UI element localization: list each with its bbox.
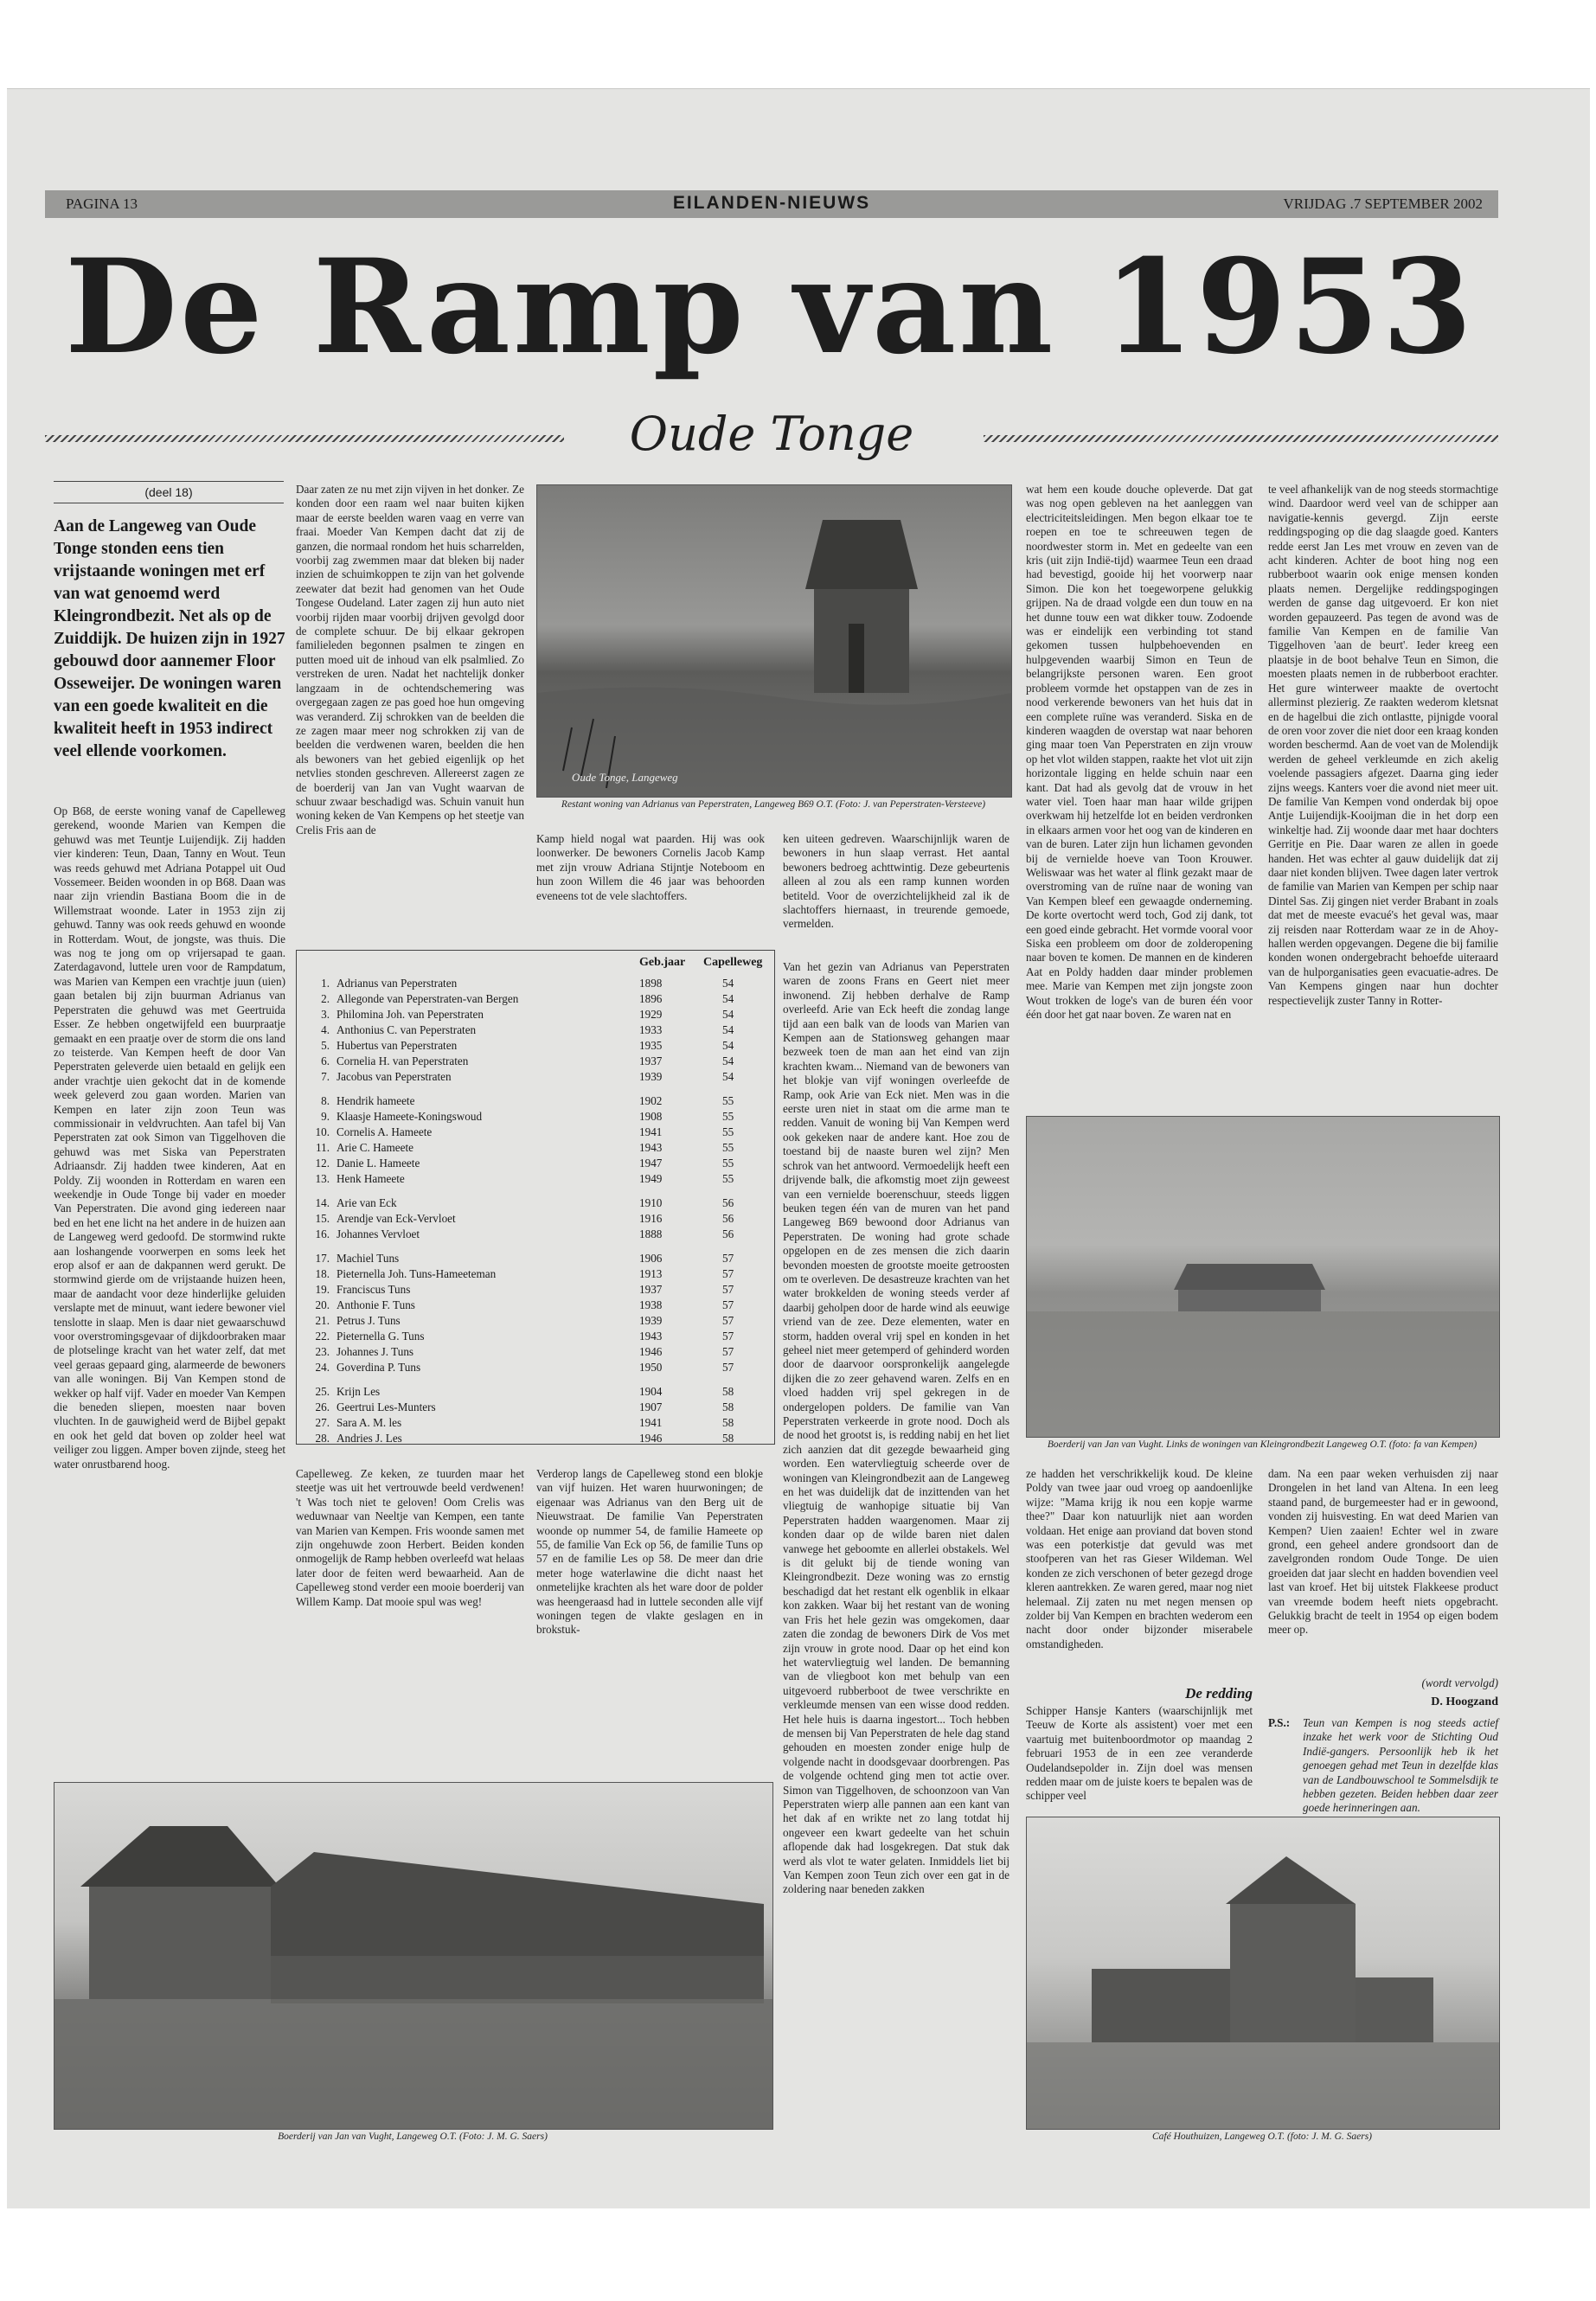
table-cell: 1908 — [639, 1110, 663, 1123]
table-row — [305, 1283, 764, 1296]
table-row — [305, 1385, 764, 1398]
table-row — [305, 1157, 764, 1170]
table-cell: 1929 — [639, 1008, 663, 1021]
continued-note: (wordt vervolgd) — [1421, 1676, 1498, 1689]
table-cell: Goverdina P. Tuns — [337, 1361, 421, 1374]
table-row — [305, 977, 764, 990]
table-cell: 20. — [315, 1298, 330, 1311]
table-cell: 1949 — [639, 1172, 663, 1185]
table-cell: 1902 — [639, 1094, 663, 1107]
column-5b: ze hadden het verschrikkelijk koud. De kleine Poldy van twee jaar oud vroeg op aandoenlijke wijze: "Mama krijg ik nou een kopje warme thee?" Daar kon natuurlijk niet aan worden voldaan. Het enige aan proviand dat boven stond was een poterkistje dat gevuld was met stoofperen van het ras Gieser Wildeman. Wel konden ze zich verschonen of beter gezegd droge kleren aantrekken. Ze waren gered, maar nog niet helemaal. Zij zaten nu met negen mensen op zolder bij Van Kempen en brachten wederom een nacht door onder bijzonder miserabele omstandigheden. — [1026, 1467, 1253, 1650]
table-cell: 54 — [722, 1070, 734, 1083]
table-cell: 24. — [315, 1361, 330, 1374]
table-cell: 1898 — [639, 977, 663, 990]
table-row — [305, 1054, 764, 1067]
table-cell: Arie C. Hameete — [337, 1141, 413, 1154]
table-cell: 57 — [722, 1330, 734, 1343]
table-row — [305, 1298, 764, 1311]
subtitle: Oude Tonge — [629, 407, 914, 461]
table-row — [305, 992, 764, 1005]
table-cell: 8. — [321, 1094, 330, 1107]
table-cell: 1907 — [639, 1400, 663, 1413]
table-cell: 1888 — [639, 1227, 663, 1240]
column-6b: dam. Na een paar weken verhuisden zij naar Drongelen in het land van Altena. In een leeg staand pand, de burgemeester had er in gewoond, vonden zij huisvesting. En wat deed Marien van Kempen? Uien zaaien! Echter wel in zware grond, een geheel andere grondsoort dan de zavelgronden rondom Oude Tonge. De uien groeiden dat jaar slecht en hadden bovendien veel last van kroef. Het bij uitstek Flakkeese product van vreemde bodem heeft niets opgebracht. Gelukkig bracht de teelt in 1954 op eigen bodem meer op. — [1268, 1467, 1498, 1637]
table-row — [305, 1252, 764, 1265]
table-cell: Hubertus van Peperstraten — [337, 1039, 458, 1052]
table-cell: 1937 — [639, 1054, 663, 1067]
table-cell: 1935 — [639, 1039, 663, 1052]
table-row — [305, 1039, 764, 1052]
page-title: De Ramp van 1953 — [65, 231, 1475, 383]
table-cell: 55 — [722, 1094, 734, 1107]
table-cell: 28. — [315, 1432, 330, 1445]
table-row — [305, 1008, 764, 1021]
table-cell: Allegonde van Peperstraten-van Bergen — [337, 992, 519, 1005]
table-cell: 1946 — [639, 1345, 663, 1358]
ps-label: P.S.: — [1268, 1716, 1291, 1729]
table-row — [305, 1070, 764, 1083]
table-cell: 21. — [315, 1314, 330, 1327]
farmhouse-illustration — [54, 1783, 772, 2129]
table-cell: 11. — [316, 1141, 330, 1154]
table-cell: 1910 — [639, 1196, 663, 1209]
cafe-illustration — [1027, 1817, 1499, 2129]
table-cell: 54 — [722, 992, 734, 1005]
photo-caption: Boerderij van Jan van Vught. Links de woningen van Kleingrondbezit Langeweg O.T. (foto: fa van Kempen) — [1047, 1439, 1477, 1450]
table-cell: 54 — [722, 1039, 734, 1052]
table-cell: Geertrui Les-Munters — [337, 1400, 436, 1413]
table-cell: 12. — [315, 1157, 330, 1170]
table-cell: 1913 — [639, 1267, 663, 1280]
table-cell: 1946 — [639, 1432, 663, 1445]
table-cell: 57 — [722, 1345, 734, 1358]
table-cell: 7. — [321, 1070, 330, 1083]
table-header-address: Capelleweg — [703, 956, 763, 969]
table-cell: 57 — [722, 1314, 734, 1327]
table-cell: 10. — [315, 1125, 330, 1138]
table-cell: 1906 — [639, 1252, 663, 1265]
table-cell: 1941 — [639, 1416, 663, 1429]
photo-cafe — [1026, 1817, 1500, 2130]
table-cell: Arie van Eck — [337, 1196, 397, 1209]
table-cell: 1947 — [639, 1157, 663, 1170]
table-cell: 13. — [315, 1172, 330, 1185]
table-cell: Sara A. M. les — [337, 1416, 402, 1429]
table-cell: Klaasje Hameete-Koningswoud — [337, 1110, 483, 1123]
photo-caption: Restant woning van Adrianus van Peperstraten, Langeweg B69 O.T. (Foto: J. van Peperstraten-Versteeve) — [561, 799, 986, 810]
table-cell: 54 — [722, 1008, 734, 1021]
table-row — [305, 1432, 764, 1445]
table-row — [305, 1125, 764, 1138]
table-cell: 57 — [722, 1283, 734, 1296]
table-row — [305, 1400, 764, 1413]
table-cell: 1950 — [639, 1361, 663, 1374]
table-cell: 23. — [315, 1345, 330, 1358]
table-cell: 58 — [722, 1416, 734, 1429]
table-cell: 55 — [722, 1141, 734, 1154]
column-2c: Capelleweg. Ze keken, ze tuurden maar het steetje was uit het vertrouwde beeld verdwenen! 't Was toch niet te geloven! Oom Crelis was weduwnaar van Neeltje van Kempen, een tante van Marien van Kempen. Fris woonde samen met zijn ongehuwde zoon Herbert. Beiden konden onmogelijk de Ramp hebben overleefd wat helaas later door de feiten werd bewaarheid. Aan de Capelleweg stond verder een mooie boerderij van Willem Kamp. Dat mooie spul was weg! — [296, 1467, 524, 1608]
table-row — [305, 1314, 764, 1327]
table-cell: Arendje van Eck-Vervloet — [337, 1212, 456, 1225]
vervolgd-row — [1268, 1676, 1498, 1690]
column-5c: Schipper Hansje Kanters (waarschijnlijk met Teeuw de Korte als assistent) voer met een vaartuig met buitenboordmotor op maandag 2 februari 1953 de in een zee veranderde Oudelandsepolder in. Zijn doel was mensen redden maar om de juiste koers te bepalen was de schipper veel — [1026, 1704, 1253, 1803]
table-cell: 5. — [321, 1039, 330, 1052]
photo-farmhouse — [54, 1782, 773, 2130]
table-cell: 1904 — [639, 1385, 663, 1398]
issue-date: VRIJDAG .7 SEPTEMBER 2002 — [1283, 195, 1483, 212]
table-cell: 22. — [315, 1330, 330, 1343]
section-heading: De redding — [1185, 1685, 1253, 1702]
table-cell: 14. — [315, 1196, 330, 1209]
intro-text: Aan de Langeweg van Oude Tonge stonden eens tien vrijstaande woningen met erf van wat genoemd werd Kleingrondbezit. Net als op de Zuiddijk. De huizen zijn in 1927 gebouwd door aannemer Floor Osseweijer. De woningen waren van een goede kwaliteit en die kwaliteit heeft in 1953 indirect veel ellende voorkomen. — [54, 517, 285, 760]
table-cell: 17. — [315, 1252, 330, 1265]
column-3c: Verderop langs de Capelleweg stond een blokje van vijf huizen. Het waren huurwoningen; de eigenaar was Adrianus van den Berg uit de Nieuwstraat. De familie Van Peperstraten woonde op nummer 54, de familie Hameete op 55, de familie Van Eck op 56, de familie Tuns op 57 en de familie Les op 58. De meer dan drie meter hoge waterlawine die dicht naast het onmetelijke krachten als het ware door de polder was heengeraasd had in luttele seconden alle vijf woningen tegen de vlakte geslagen en in brokstuk- — [536, 1467, 763, 1637]
table-row — [305, 1267, 764, 1280]
table-cell: Pieternella Joh. Tuns-Hameeteman — [337, 1267, 497, 1280]
table-cell: 6. — [321, 1054, 330, 1067]
table-row — [305, 1196, 764, 1209]
table-cell: Krijn Les — [337, 1385, 381, 1398]
table-cell: 56 — [722, 1196, 734, 1209]
table-cell: 55 — [722, 1125, 734, 1138]
photo-label: Oude Tonge, Langeweg — [572, 771, 678, 784]
table-cell: Petrus J. Tuns — [337, 1314, 401, 1327]
victims-table — [296, 950, 775, 1445]
table-cell: 1933 — [639, 1023, 663, 1036]
column-3b: ken uiteen gedreven. Waarschijnlijk waren de bewoners in hun slaap verrast. Het aantal bewoners bedroeg achttwintig. Deze gebeurtenis alleen al zou als een ramp kunnen worden betiteld. Voor de overzichtelijkheid zal ik de slachtoffers hiernaast, in treurende gemoede, vermelden. — [783, 832, 1010, 931]
farm-illustration — [1027, 1117, 1499, 1437]
table-cell: 58 — [722, 1432, 734, 1445]
table-cell: 15. — [315, 1212, 330, 1225]
table-cell: Anthonius C. van Peperstraten — [337, 1023, 477, 1036]
table-cell: 56 — [722, 1227, 734, 1240]
masthead: EILANDEN-NIEUWS — [672, 193, 871, 213]
table-cell: Cornelis A. Hameete — [337, 1125, 433, 1138]
table-cell: 25. — [315, 1385, 330, 1398]
table-row — [305, 1110, 764, 1123]
photo-caption: Boerderij van Jan van Vught, Langeweg O.T. (Foto: J. M. G. Saers) — [278, 2131, 548, 2142]
table-header-year: Geb.jaar — [639, 956, 686, 969]
table-cell: 26. — [315, 1400, 330, 1413]
table-row — [305, 1361, 764, 1374]
table-cell: 58 — [722, 1400, 734, 1413]
table-cell: Johannes J. Tuns — [337, 1345, 414, 1358]
table-cell: Franciscus Tuns — [337, 1283, 411, 1296]
ps-text: Teun van Kempen is nog steeds actief inzake het werk voor de Stichting Oud Indië-gangers. Persoonlijk heb ik het genoegen gehad met Teun in dezelfde klas van de Landbouwschool te Sommelsdijk te hebben gezeten. Beiden hebben daar zeer goede herinneringen aan. — [1303, 1716, 1498, 1815]
table-row — [305, 1141, 764, 1154]
table-cell: 54 — [722, 977, 734, 990]
table-cell: 57 — [722, 1361, 734, 1374]
table-cell: 1943 — [639, 1330, 663, 1343]
table-cell: 54 — [722, 1023, 734, 1036]
part-label: (deel 18) — [54, 481, 284, 503]
table-row — [305, 1345, 764, 1358]
table-row — [305, 1227, 764, 1240]
table-cell: 16. — [315, 1227, 330, 1240]
photo-caption: Café Houthuizen, Langeweg O.T. (foto: J. M. G. Saers) — [1151, 2131, 1373, 2142]
author: D. Hoogzand — [1431, 1695, 1498, 1708]
photo-farm-flood — [1026, 1116, 1500, 1438]
table-cell: 1938 — [639, 1298, 663, 1311]
table-row — [305, 1023, 764, 1036]
photo-flooded-house — [536, 484, 1012, 798]
table-cell: 1. — [321, 977, 330, 990]
table-cell: 1939 — [639, 1314, 663, 1327]
column-6: te veel afhankelijk van de nog steeds stormachtige wind. Daardoor werd veel van de schipper aan navigatie-kennis gevergd. Zijn eerste reddingspoging op die dag slaagde goed. Kanters redde eerst Jan Les met vrouw en zeven van de acht kinderen. Achter de boot hing nog een rubberboot waarin ook enige mensen konden plaats nemen. Dergelijke reddingspogingen werden de ganse dag uitgevoerd. Er kon niet worden gepauzeerd. Pas tegen de avond was de familie Van Kempen en de familie Van Tiggelhoven 'aan de beurt'. Ieder kreeg een plaatsje in de boot behalve Teun en Simon, die moesten plaats nemen in de rubberboot erachter. Het gure winterweer maakte de overtocht allerminst plezierig. Ze raakten wederom kletsnat en de hagelbui die zich ontlastte, pijnigde vooral de oren voor zover die niet door een kraag konden worden beschermd. Aan de voet van de Molendijk werden de geheel verkleumde en zich akelig voelende passagiers afgezet. Daarna ging ieder zijns weegs. Kanters voer die avond niet meer uit. De familie Van Kempen vond onderdak bij opoe Antje Luijendijk-Kooijman die in het dorp een winkeltje had. Zij woonde daar met haar dochters Gerritje en Pie. Daar waren ze allen in goede handen. Het was echter al gauw duidelijk dat zij daar niet konden blijven. Twee dagen later vertrok de familie van Marien van Kempen per schip naar Dintel Sas. Zij gingen niet verder Brabant in zoals dat met de meeste evacué's het geval was, maar zij reisden naar Rotterdam waar ze in de Ahoy-hallen werden opgevangen. Degene die bij familie konden wonen ondergebracht behoefde uiteraard van de hulporganisaties geen evacuatie-adres. De Van Kempens gingen naar hun dochter respectievelijk zuster Tanny in Rotter- — [1268, 483, 1498, 1007]
column-2: Daar zaten ze nu met zijn vijven in het donker. Ze konden door een raam wel naar buiten kijken maar de eerste beelden waren vaag en verre van fraai. Moeder Van Kempen dacht dat zij de ganzen, die normaal rondom het huis scharrelden, voorbij zag zwemmen maar dat bleken bij nader inzien de schuimkoppen te zijn van het golvende zeewater dat bezit had genomen van het Oude Tongese Oudeland. Later zagen zij hun auto niet voorbij rijden maar voorbij drijven gevolgd door de complete schuur. De bij elkaar gekropen familieleden begonnen psalmen te zingen en putten moed uit de inhoud van elk psalmlied. Zo verstreken de uren. Nadat het nachtelijk donker langzaam in de ochtendschemering was overgegaan zagen ze pas goed hoe hun omgeving was veranderd. Zij schrokken van de beelden die ze zagen maar meer nog schrokken zij van de beelden die verdwenen waren, beelden die hen als bewoners van het gebied eigenlijk op het netvlies stonden geschreven. Allereerst zagen ze de boerderij van Jan van Vught waarvan de schuur zwaar beschadigd was. Schuin vanuit hun woning keken de Van Kempens op het steetje van Crelis Fris aan de — [296, 483, 524, 836]
header-bar — [45, 190, 1498, 218]
table-cell: Machiel Tuns — [337, 1252, 400, 1265]
page-number: PAGINA 13 — [66, 195, 138, 212]
table-row — [305, 1330, 764, 1343]
table-cell: 55 — [722, 1110, 734, 1123]
table-cell: Philomina Joh. van Peperstraten — [337, 1008, 484, 1021]
table-cell: 2. — [321, 992, 330, 1005]
table-cell: Jacobus van Peperstraten — [337, 1070, 452, 1083]
table-cell: Andries J. Les — [337, 1432, 402, 1445]
table-row — [305, 1416, 764, 1429]
table-cell: 57 — [722, 1252, 734, 1265]
table-cell: 57 — [722, 1267, 734, 1280]
column-2b: Kamp hield nogal wat paarden. Hij was ook loonwerker. De bewoners Cornelis Jacob Kamp met zijn vrouw Adriana Stijntje Noteboom en hun zoon Willem die 46 jaar was behoorden eveneens tot de vele slachtoffers. — [536, 832, 765, 902]
table-cell: Danie L. Hameete — [337, 1157, 420, 1170]
house-ruin-illustration — [537, 485, 1011, 797]
table-cell: 57 — [722, 1298, 734, 1311]
table-row — [305, 1172, 764, 1185]
table-cell: 1896 — [639, 992, 663, 1005]
table-cell: 56 — [722, 1212, 734, 1225]
table-cell: Adrianus van Peperstraten — [337, 977, 458, 990]
table-cell: Pieternella G. Tuns — [337, 1330, 425, 1343]
table-cell: 27. — [315, 1416, 330, 1429]
table-row — [305, 1212, 764, 1225]
table-cell: 18. — [315, 1267, 330, 1280]
column-4: Van het gezin van Adrianus van Peperstraten waren de zoons Frans en Geert niet meer inwonend. Zij hebben derhalve de Ramp overleefd. Arie van Eck heeft die zondag lange tijd aan een balk van de loods van Marien van Kempen aan de Stationsweg gehangen maar bezweek toen de man aan het eind van zijn krachten kwam... Niemand van de bewoners van het blokje van vijf woningen overleefde de Ramp, ook Arie van Eck niet. Men was in die eerste uren niet in staat om die arme man te redden. Vanuit de woning bij Van Kempen werd ook gekeken naar de andere kant. Hoe zou de toestand bij de naaste buren wel zijn? Men schrok van het antwoord. Vermoedelijk heeft een drijvende balk, die afkomstig moet zijn geweest van een vernielde boerenschuur, steeds liggen beuken tegen één van de muren van het pand Langeweg B69 bewoond door Adrianus van Peperstraten. De woning had grote schade opgelopen en de zes mensen die zich daarin bevonden moesten de grootste moeite getroosten om te overleven. De desastreuze krachten van het water brokkelden de woning steeds verder af daarbij geholpen door de harde wind als eeuwige vriend van de zee. Deze elementen, water en storm, hadden overal vrij spel en konden in het geheel niet meer getemperd of gehinderd worden door de daarvoor oorspronkelijk aangelegde dijken die zo zeer gehavend waren. Zelfs en en vloed hadden vrij spel gekregen in de ondergelopen polders. De familie van Van Peperstraten verkeerde in grote nood. Doch als de nood het grootst is, is redding nabij en het liet zich aanzien dat dit gezegde bewaarheid ging worden. Een watervliegtuig scheerde over de woningen van Kleingrondbezit aan de Langeweg en het was duidelijk dat de inzittenden van het vliegtuig de wanhopige situatie bij Van Peperstraten hadden waargenomen. Maar zij konden daar op de wilde baren niet dalen vanwege het geboomte en allerlei obstakels. Wel is dit gelukt bij de tiende woning van Kleingrondbezit. Deze woning was zo ernstig beschadigd dat het restant elk ogenblik in elkaar kon zakken. Waar bij het restant van de woning van Fris het hele gezin was omgekomen, daar zaten die zondag de bewoners Dirk de Vos met zijn vrouw in grote nood. Daar op het eind kon het watervliegtuig wel landen. De bemanning van de vliegboot kon met behulp van een uitgevoerd rubberboot de twee verschrikte en verkleumde mensen van een wisse dood redden. Het hele huis is daarna ingestort... Toch hebben de mensen bij Van Peperstraten de hele dag stand gehouden en moesten zonder enige hulp de volgende nacht in doodsgevaar doorbrengen. Pas de volgende ochtend ging men tot actie over. Simon van Tiggelhoven, de schoonzoon van Van Peperstraten wierp alle pannen aan een kant van het dak af en wrikte net zo lang totdat hij ongeveer een kwart gedeelte van het schuin aflopende dak had losgekregen. Dat stuk dak werd als vlot te water gelaten. Inmiddels liet bij Van Kempen zoon Teun zich over een gat in de zoldering naar beneden zakken — [783, 960, 1010, 1896]
table-cell: 3. — [321, 1008, 330, 1021]
table-cell: Anthonie F. Tuns — [337, 1298, 415, 1311]
table-cell: Henk Hameete — [337, 1172, 405, 1185]
table-cell: 9. — [321, 1110, 330, 1123]
table-cell: 1941 — [639, 1125, 663, 1138]
table-cell: 1916 — [639, 1212, 663, 1225]
column-5: wat hem een koude douche opleverde. Dat gat was nog open gebleven na het aanleggen van electriciteitsleidingen. Men begon elkaar toe te roepen en toe te schreeuwen tegen de noordwester storm in. Met en gedeelte van een kris (uit zijn Indië-tijd) waarmee Teun een draad had bevestigd, gooide hij het voorwerp naar Simon. Die kon het toegeworpene gelukkig grijpen. Na de draad volgde een dun touw en na het dunne touw een wat dikker touw. Zodoende was er eindelijk een verbinding tot stand gekomen tussen hulpbehoevenden en hulpgevenden waarbij Simon en Teun de belangrijkste personen waren. Een groot probleem vormde het opstappen van de zes in nood verkerende bewoners van het huis dat in een complete ruïne was veranderd. Siska en de kinderen waagden de overstap wat naar behoren ging maar toen Van Peperstraten en zijn vrouw op het vlot wilden stappen, raakte het vlot uit zijn horizontale ligging en helde schuin naar een kant. Dat had als gevolg dat de vrouw in het water viel. Toen haar man haar wilde grijpen overkwam hij hetzelfde lot en beiden verdronken in elkaars armen voor het oog van de kinderen en van de buren. Later zijn hun lichamen gevonden bij de vernielde hoeve van Toon Krouwer. Weliswaar was het water al flink gezakt maar de overstroming van de ruïne naar de woning van Van Kempen bleef een gewaagde onderneming. De korte overtocht werd toch, God zij dank, tot een goed einde gebracht. Het vormde vooral voor Siska een probleem om door de zolderopening naar boven te komen. De mannen en de kinderen Aat en Poldy hadden daar minder problemen mee. Marie van Kempen met zijn jongste zoon Wout trokken de loge's van de buren één voor één door het gat naar boven. Ze waren nat en — [1026, 483, 1253, 1022]
table-cell: 4. — [321, 1023, 330, 1036]
table-cell: 58 — [722, 1385, 734, 1398]
table-cell: 54 — [722, 1054, 734, 1067]
table-cell: 1937 — [639, 1283, 663, 1296]
subtitle-row — [45, 407, 1498, 467]
table-cell: 1943 — [639, 1141, 663, 1154]
table-row — [305, 1094, 764, 1107]
table-cell: Cornelia H. van Peperstraten — [337, 1054, 469, 1067]
table-cell: 19. — [315, 1283, 330, 1296]
table-cell: 55 — [722, 1157, 734, 1170]
table-cell: Johannes Vervloet — [337, 1227, 420, 1240]
table-cell: Hendrik hameete — [337, 1094, 415, 1107]
column-1: Op B68, de eerste woning vanaf de Capelleweg gerekend, woonde Marien van Kempen die gehuwd was met Teuntje Luijendijk. Zij hadden vier kinderen: Teun, Daan, Tanny en Wout. Teun was reeds gehuwd met Adriana Potappel uit Oud Vossemeer. Beiden woonden in op B68. Daan was naar zijn vriendin Bastiana Boom die in de Willemstraat woonde. Later in 1953 zijn zij gehuwd. Tanny was ook reeds gehuwd en woonde in Rotterdam. Wout, de jongste, was thuis. Die was nog te jong om op vrijersapad te gaan. Zaterdagavond, luttele uren voor de Rampdatum, was Marien van Kempen een vrachtje juun (uien) gaan betalen bij zijn buurman Adrianus van Peperstraten die gehuwd was met Geertruida Esser. Ze hebben ongetwijfeld een buurpraatje gemaakt en een praatje over de storm die ons land zo teisterde. Van Kempen heeft de door Van Peperstraten geleverde uien betaald en gelijk een ander vrachtje uien gekocht dat in de komende week geleverd zou gaan worden. Marien van Kempen en later zijn zoon Teun was commissionair in veldvruchten. Aan tafel bij Van Peperstraten zat ook Simon van Tiggelhoven die gehuwd was met Siska van Peperstraten Adriaansdr. Zij hadden twee kinderen, Aat en Poldy. Zij woonden in Rotterdam en waren een weekendje in Oude Tonge bij vader en moeder Van Peperstraten. Die avond ging iedereen naar bed en het ene licht na het andere in de huizen aan de Langeweg werd gedoofd. De stormwind rukte aan loshangende voorwerpen en soms leek het erop alsof er aan de dakpannen werd gerukt. De stormwind gierde om de vrijstaande huizen heen, maar de aandacht voor deze hinderlijke geluiden verslapte met de minuut, want iedere bewoner viel tenslotte in slaap. Men is daar niet gewaarschuwd voor overstromingsgevaar of dijkdoorbraken maar de plotselinge kracht van het water zelf, dat met veel geraas gepaard ging, alarmeerde de bewoners van alle woningen. Bij Van Kempen stond de wekker op half vijf. Vader en moeder Van Kempen die beneden sliepen, moesten naar boven vluchten. In de gauwigheid werd de Bijbel gepakt en ook het geld dat boven op zolder heel wat veiliger zou liggen. Amper boven zijnde, steeg het water onrustbarend hoog. — [54, 804, 285, 1471]
table-cell: 55 — [722, 1172, 734, 1185]
table-cell: 1939 — [639, 1070, 663, 1083]
